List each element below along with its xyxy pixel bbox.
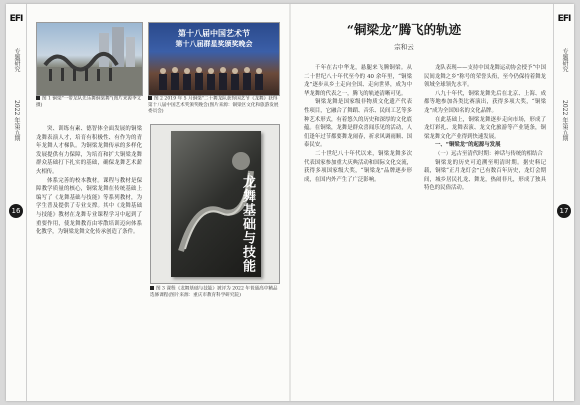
right-column-1 — [304, 64, 412, 394]
journal-logo: EFI — [9, 14, 23, 24]
right-paragraph: 龙队表现——支持中国龙舞运动协会授予“中国民间龙舞之乡”称号的荣誉头衔，至今仍保持着舞龙领域全球领先水平。 — [424, 65, 546, 89]
right-margin-label: 专题研究 — [561, 48, 568, 72]
magazine-spread — [6, 4, 574, 401]
banner-line-1: 第十八届中国艺术节 — [178, 29, 250, 38]
left-margin-issue: 2022 年第五期 — [13, 100, 20, 142]
book-title: 龙舞基础与技能 — [240, 175, 255, 273]
left-paragraph: 突、训练有素、德智体全面发展的铜梁龙舞表演人才，培育有积极性、有作为的青年龙舞人才梯队。为铜梁龙舞传承的多样化发展提供有力保障，为培育和扩大铜梁龙舞群众基础打下扎实的基础，确保龙舞艺术薪火相传。 — [36, 126, 142, 175]
right-column-2 — [424, 64, 546, 394]
right-paragraph: 二十世纪八十年代以来，铜梁龙舞多次代表国家参加重大庆典活动和国际文化交流，获得多项国家级大奖，“铜梁龙”品牌逐步形成，在国内外产生了广泛影响。 — [304, 150, 412, 183]
article-author: 宗和云 — [394, 43, 414, 51]
awards-stage-group — [149, 23, 279, 95]
right-margin-issue: 2022 年第五期 — [561, 100, 568, 142]
banner-line-2: 第十八届群星奖颁奖晚会 — [175, 40, 253, 48]
center-fold — [289, 4, 291, 401]
article-title: “铜梁龙”腾飞的轨迹 — [346, 22, 462, 37]
right-paragraph: 八九十年代，铜梁龙舞先后在北京、上海、成都等地参加各类比赛演出，获得多项大奖，“铜梁龙”成为全国知名的文化品牌。 — [424, 90, 546, 114]
figure-1-caption: 图 1 铜梁"一带龙队先乐舞铜梁舞"(图片来源李文摄) — [36, 96, 142, 108]
subsection-heading: （一）远古至清代时期：神话与传统的相结合 — [435, 150, 543, 157]
figure-2-caption: 图 2 2019 年 5 月铜梁"二十舞龙队获得国艺节《龙舞》获得第十八届中国艺术奖颁奖晚会(图片来源：铜梁区文化和旅游发展委员会) — [148, 96, 279, 114]
right-paragraph: 千年在古中华龙，悬腿来飞腾铜梁。从二十世纪八十年代至今的 40 余年里，“铜梁龙”逐步从乡土走向全国、走向世界，成为中华龙舞的代表之一，腾飞的轨迹清晰可见。 — [304, 65, 412, 97]
left-page-body — [36, 125, 142, 397]
section-heading: 一、“铜梁龙”的起源与发展 — [435, 142, 501, 149]
journal-logo: EFI — [557, 14, 571, 24]
right-paragraph: 铜梁龙舞是国家级非物质文化遗产代表性项目，它融合了舞蹈、音乐、民间工艺等多种艺术形式，有着悠久的历史和深厚的文化底蕴。在铜梁，龙舞是群众喜闻乐见的活动，人们逢年过节都要舞龙闹春，祈求风调雨顺、国泰民安。 — [304, 99, 412, 149]
figure-2-photo — [148, 22, 280, 96]
right-paragraph: 铜梁龙的历史可追溯至明清时期。据史料记载，铜梁“正月龙灯会”已有数百年历史，龙灯会期间，城乡居民扎龙、舞龙，热闹非凡，形成了独具特色的民俗活动。 — [424, 159, 546, 192]
figure-3-book-cover — [150, 124, 280, 284]
page-number-left: 16 — [9, 204, 23, 218]
figure-3-caption: 图 3 课程《龙舞基础与技能》被评为 2022 年普通高中精品选修课程(图片来源：重庆市教育科学研究院) — [150, 286, 278, 298]
right-paragraph: 在此基础上，铜梁龙舞逐步走向市场，形成了龙灯彩扎、龙舞表演、龙文化旅游等产业链条，铜梁龙舞文化产业得到快速发展。 — [424, 116, 546, 140]
left-margin-bar — [6, 4, 27, 401]
page-number-right: 17 — [557, 204, 571, 218]
figure-1-photo — [36, 22, 143, 96]
left-paragraph: 体系完善的校本教材。课程与教材是保障教学质量的核心，铜梁龙舞在传统基础上编写了《龙舞基础与技能》等系列教材，为学生普及提供了专业支撑。其中《龙舞基础与技能》教材在龙舞专业课程学习中起到了重要作用，使龙舞教育由零散培训迈向体系化教学，为铜梁龙舞文化传承创造了条件。 — [36, 177, 142, 236]
dragon-dance-street-scene — [37, 23, 142, 95]
left-margin-label: 专题研究 — [13, 48, 20, 72]
right-margin-bar — [553, 4, 574, 401]
